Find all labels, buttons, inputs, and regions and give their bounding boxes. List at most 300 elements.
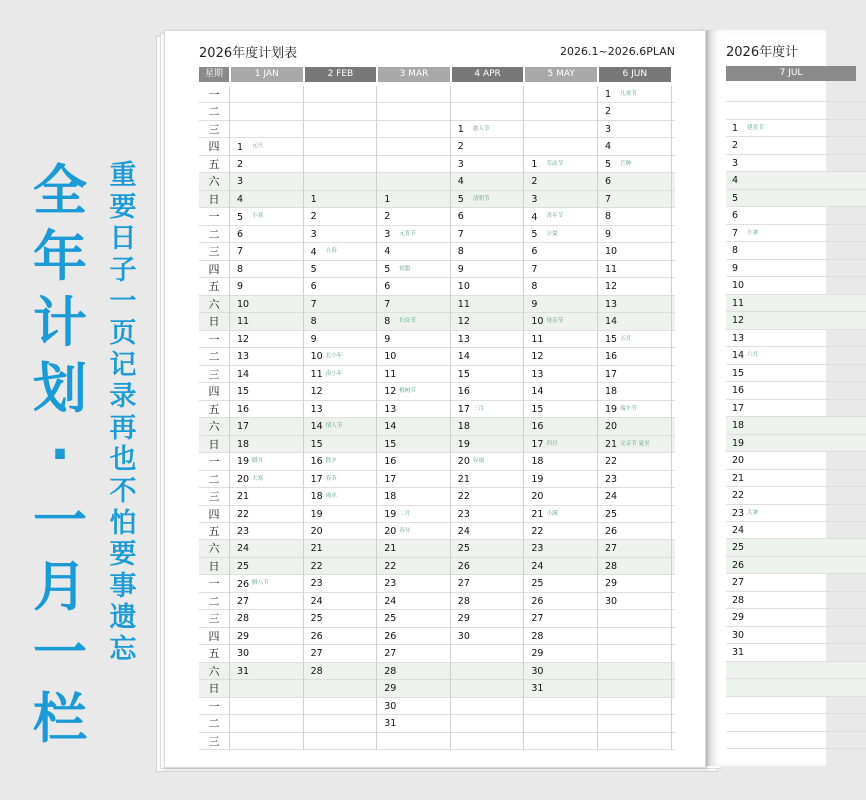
day-cell[interactable] <box>311 575 377 592</box>
day-cell[interactable] <box>605 138 671 155</box>
day-cell[interactable] <box>531 296 597 313</box>
subheadline-char: 录 <box>109 381 137 413</box>
day-cell[interactable] <box>311 506 377 523</box>
day-cell[interactable] <box>384 313 450 330</box>
day-cell[interactable] <box>458 436 524 453</box>
day-cell[interactable] <box>237 208 303 225</box>
day-number: 9 <box>310 333 317 345</box>
day-cell[interactable] <box>311 523 377 540</box>
day-cell[interactable] <box>732 400 864 417</box>
subheadline-char: 也 <box>109 444 137 476</box>
weekday-label: 四 <box>208 385 220 399</box>
day-cell[interactable] <box>237 383 303 400</box>
day-cell[interactable] <box>732 330 864 347</box>
day-cell[interactable] <box>458 191 524 208</box>
holiday-label: 立夏 <box>546 230 558 237</box>
next-page <box>706 30 826 766</box>
day-cell[interactable] <box>732 557 864 574</box>
day-cell[interactable] <box>237 471 303 488</box>
day-number: 4 <box>237 193 244 205</box>
day-cell[interactable] <box>458 471 524 488</box>
subheadline-char: 事 <box>109 570 137 602</box>
day-cell[interactable] <box>458 488 524 505</box>
day-number: 18 <box>237 438 250 450</box>
day-cell[interactable] <box>384 575 450 592</box>
day-cell[interactable] <box>732 470 864 487</box>
day-number: 21 <box>384 543 397 555</box>
day-cell[interactable] <box>531 208 597 225</box>
day-cell[interactable] <box>311 366 377 383</box>
column-divider <box>597 86 598 750</box>
day-cell[interactable] <box>311 610 377 627</box>
day-number: 14 <box>732 350 745 362</box>
day-cell[interactable] <box>458 138 524 155</box>
day-number: 18 <box>531 456 544 468</box>
day-cell[interactable] <box>531 540 597 557</box>
day-cell[interactable] <box>531 523 597 540</box>
day-cell[interactable] <box>311 488 377 505</box>
day-number: 14 <box>310 421 323 433</box>
day-cell[interactable] <box>384 488 450 505</box>
day-cell[interactable] <box>311 331 377 348</box>
day-cell[interactable] <box>311 540 377 557</box>
day-cell[interactable] <box>605 540 671 557</box>
day-cell[interactable] <box>605 471 671 488</box>
day-number: 30 <box>605 595 618 607</box>
day-cell[interactable] <box>732 190 864 207</box>
day-cell[interactable] <box>605 278 671 295</box>
day-cell[interactable] <box>458 208 524 225</box>
day-cell[interactable] <box>605 575 671 592</box>
day-cell[interactable] <box>237 366 303 383</box>
day-cell[interactable] <box>605 121 671 138</box>
day-cell[interactable] <box>531 418 597 435</box>
day-cell[interactable] <box>311 645 377 662</box>
day-cell[interactable] <box>237 156 303 173</box>
day-cell[interactable] <box>237 278 303 295</box>
day-number: 2 <box>310 211 317 223</box>
day-cell[interactable] <box>605 436 671 453</box>
day-cell[interactable] <box>458 453 524 470</box>
day-number: 18 <box>310 491 323 503</box>
day-cell[interactable] <box>384 645 450 662</box>
day-cell[interactable] <box>237 610 303 627</box>
day-number: 2 <box>384 211 391 223</box>
day-cell[interactable] <box>531 610 597 627</box>
holiday-label: 南小年 <box>325 370 343 377</box>
day-cell[interactable] <box>384 348 450 365</box>
day-cell[interactable] <box>732 172 864 189</box>
day-cell[interactable] <box>384 436 450 453</box>
weekday-label: 三 <box>208 490 220 504</box>
day-cell[interactable] <box>732 242 864 259</box>
weekday-label: 三 <box>208 612 220 626</box>
day-cell[interactable] <box>605 313 671 330</box>
day-cell[interactable] <box>311 208 377 225</box>
day-cell[interactable] <box>605 296 671 313</box>
day-cell[interactable] <box>311 278 377 295</box>
day-cell[interactable] <box>531 645 597 662</box>
day-cell[interactable] <box>311 628 377 645</box>
day-cell[interactable] <box>237 313 303 330</box>
day-cell[interactable] <box>531 593 597 610</box>
day-cell[interactable] <box>237 506 303 523</box>
day-cell[interactable] <box>605 488 671 505</box>
day-cell[interactable] <box>237 261 303 278</box>
holiday-label: 劳动节 <box>546 160 564 167</box>
day-number: 27 <box>384 648 397 660</box>
day-cell[interactable] <box>384 610 450 627</box>
day-cell[interactable] <box>384 698 450 715</box>
column-divider <box>671 86 672 750</box>
day-cell[interactable] <box>605 593 671 610</box>
day-cell[interactable] <box>311 436 377 453</box>
day-cell[interactable] <box>732 452 864 469</box>
calendar-row <box>199 86 675 103</box>
day-cell[interactable] <box>458 226 524 243</box>
weekday-label: 二 <box>208 105 220 119</box>
day-cell[interactable] <box>605 226 671 243</box>
day-cell[interactable] <box>605 418 671 435</box>
day-cell[interactable] <box>458 121 524 138</box>
day-cell[interactable] <box>384 506 450 523</box>
day-cell[interactable] <box>732 347 864 364</box>
day-cell[interactable] <box>384 418 450 435</box>
day-cell[interactable] <box>458 610 524 627</box>
day-cell[interactable] <box>458 593 524 610</box>
day-number: 3 <box>310 228 317 240</box>
day-cell[interactable] <box>384 331 450 348</box>
day-cell[interactable] <box>732 539 864 556</box>
day-cell[interactable] <box>531 558 597 575</box>
next-calendar-row <box>726 260 866 277</box>
day-cell[interactable] <box>384 558 450 575</box>
day-cell[interactable] <box>458 506 524 523</box>
day-cell[interactable] <box>384 715 450 732</box>
day-cell[interactable] <box>605 331 671 348</box>
calendar-row <box>199 488 675 505</box>
day-cell[interactable] <box>531 226 597 243</box>
day-cell[interactable] <box>732 417 864 434</box>
day-cell[interactable] <box>237 418 303 435</box>
weekday-label: 六 <box>208 542 220 556</box>
day-cell[interactable] <box>384 278 450 295</box>
weekday-label: 六 <box>208 420 220 434</box>
day-cell[interactable] <box>732 382 864 399</box>
month-header-3: 3 MAR <box>378 67 450 82</box>
day-cell[interactable] <box>237 540 303 557</box>
day-cell[interactable] <box>732 644 864 661</box>
day-cell[interactable] <box>605 156 671 173</box>
day-cell[interactable] <box>732 592 864 609</box>
day-cell[interactable] <box>384 261 450 278</box>
day-cell[interactable] <box>458 401 524 418</box>
day-cell[interactable] <box>458 383 524 400</box>
day-cell[interactable] <box>531 348 597 365</box>
day-cell[interactable] <box>605 103 671 120</box>
day-cell[interactable] <box>605 366 671 383</box>
day-cell[interactable] <box>531 173 597 190</box>
day-cell[interactable] <box>531 191 597 208</box>
day-cell[interactable] <box>237 628 303 645</box>
day-cell[interactable] <box>458 348 524 365</box>
next-calendar-row <box>726 470 866 487</box>
next-calendar-row <box>726 627 866 644</box>
day-cell[interactable] <box>458 366 524 383</box>
day-cell[interactable] <box>458 558 524 575</box>
day-cell[interactable] <box>384 471 450 488</box>
day-cell[interactable] <box>531 261 597 278</box>
weekday-label: 三 <box>208 122 220 136</box>
day-number: 27 <box>457 578 470 590</box>
day-number: 25 <box>457 543 470 555</box>
next-calendar-row <box>726 137 866 154</box>
day-cell[interactable] <box>237 575 303 592</box>
calendar-row <box>199 471 675 488</box>
day-number: 29 <box>605 578 618 590</box>
day-cell[interactable] <box>605 523 671 540</box>
day-cell[interactable] <box>531 243 597 260</box>
day-cell[interactable] <box>531 680 597 697</box>
month-header-6: 6 JUN <box>599 67 671 82</box>
day-cell[interactable] <box>458 296 524 313</box>
day-number: 12 <box>310 386 323 398</box>
day-cell[interactable] <box>237 488 303 505</box>
day-number: 29 <box>531 648 544 660</box>
day-cell[interactable] <box>605 208 671 225</box>
day-cell[interactable] <box>458 156 524 173</box>
day-cell[interactable] <box>531 453 597 470</box>
day-number: 17 <box>237 421 250 433</box>
weekday-label: 二 <box>208 594 220 608</box>
weekday-label: 日 <box>208 315 220 329</box>
day-cell[interactable] <box>311 383 377 400</box>
day-cell[interactable] <box>732 505 864 522</box>
calendar-row <box>199 698 675 715</box>
day-cell[interactable] <box>458 575 524 592</box>
next-calendar-row <box>726 417 866 434</box>
day-cell[interactable] <box>384 366 450 383</box>
day-cell[interactable] <box>605 348 671 365</box>
day-cell[interactable] <box>605 191 671 208</box>
day-cell[interactable] <box>237 436 303 453</box>
day-cell[interactable] <box>311 313 377 330</box>
day-number: 2 <box>457 141 464 153</box>
day-cell[interactable] <box>531 331 597 348</box>
day-cell[interactable] <box>311 453 377 470</box>
day-cell[interactable] <box>531 488 597 505</box>
day-cell[interactable] <box>311 593 377 610</box>
day-cell[interactable] <box>458 540 524 557</box>
day-cell[interactable] <box>384 208 450 225</box>
holiday-label: 四月 <box>546 440 558 447</box>
day-cell[interactable] <box>458 418 524 435</box>
next-calendar-row <box>726 382 866 399</box>
day-cell[interactable] <box>237 645 303 662</box>
day-number: 19 <box>605 403 618 415</box>
calendar-row <box>199 103 675 120</box>
day-number: 7 <box>605 193 612 205</box>
day-cell[interactable] <box>732 120 864 137</box>
next-calendar-row <box>726 400 866 417</box>
day-cell[interactable] <box>237 296 303 313</box>
day-cell[interactable] <box>311 663 377 680</box>
day-cell[interactable] <box>237 663 303 680</box>
day-cell[interactable] <box>311 418 377 435</box>
day-cell[interactable] <box>531 663 597 680</box>
day-cell[interactable] <box>605 173 671 190</box>
day-cell[interactable] <box>237 331 303 348</box>
day-cell[interactable] <box>732 277 864 294</box>
day-number: 24 <box>310 595 323 607</box>
planner-page <box>164 30 706 768</box>
weekday-label: 五 <box>208 402 220 416</box>
day-cell[interactable] <box>384 593 450 610</box>
day-cell[interactable] <box>237 558 303 575</box>
day-cell[interactable] <box>237 348 303 365</box>
day-cell[interactable] <box>531 313 597 330</box>
day-cell[interactable] <box>237 523 303 540</box>
day-cell[interactable] <box>605 243 671 260</box>
headline-char: 一 <box>33 489 87 552</box>
day-number: 30 <box>531 665 544 677</box>
day-number: 15 <box>457 368 470 380</box>
day-cell[interactable] <box>531 366 597 383</box>
next-calendar-row <box>726 347 866 364</box>
day-cell[interactable] <box>605 401 671 418</box>
day-cell[interactable] <box>311 401 377 418</box>
day-cell[interactable] <box>732 312 864 329</box>
day-cell[interactable] <box>732 155 864 172</box>
day-cell[interactable] <box>311 191 377 208</box>
day-cell[interactable] <box>384 296 450 313</box>
day-cell[interactable] <box>384 401 450 418</box>
day-cell[interactable] <box>732 522 864 539</box>
day-cell[interactable] <box>732 207 864 224</box>
day-number: 9 <box>605 228 612 240</box>
day-cell[interactable] <box>732 627 864 644</box>
day-cell[interactable] <box>605 506 671 523</box>
day-cell[interactable] <box>384 243 450 260</box>
day-cell[interactable] <box>605 383 671 400</box>
day-cell[interactable] <box>732 609 864 626</box>
day-cell[interactable] <box>311 226 377 243</box>
weekday-label: 五 <box>208 157 220 171</box>
day-cell[interactable] <box>531 471 597 488</box>
day-cell[interactable] <box>237 453 303 470</box>
day-number: 18 <box>384 491 397 503</box>
day-cell[interactable] <box>458 243 524 260</box>
next-calendar-row <box>726 732 866 749</box>
day-number: 7 <box>237 246 244 258</box>
day-cell[interactable] <box>732 137 864 154</box>
day-cell[interactable] <box>458 331 524 348</box>
day-number: 26 <box>237 578 250 590</box>
day-cell[interactable] <box>237 593 303 610</box>
day-cell[interactable] <box>384 226 450 243</box>
day-cell[interactable] <box>531 401 597 418</box>
day-cell[interactable] <box>237 191 303 208</box>
day-cell[interactable] <box>732 574 864 591</box>
day-cell[interactable] <box>531 575 597 592</box>
day-cell[interactable] <box>531 628 597 645</box>
day-cell[interactable] <box>458 278 524 295</box>
day-cell[interactable] <box>605 261 671 278</box>
day-cell[interactable] <box>458 313 524 330</box>
day-cell[interactable] <box>311 296 377 313</box>
day-cell[interactable] <box>458 523 524 540</box>
day-cell[interactable] <box>531 436 597 453</box>
day-cell[interactable] <box>605 558 671 575</box>
day-cell[interactable] <box>384 383 450 400</box>
holiday-label: 腊八节 <box>252 580 269 587</box>
day-cell[interactable] <box>237 138 303 155</box>
day-number: 29 <box>384 683 397 695</box>
day-cell[interactable] <box>732 225 864 242</box>
day-cell[interactable] <box>384 191 450 208</box>
day-number: 10 <box>531 316 544 328</box>
day-cell[interactable] <box>732 365 864 382</box>
day-number: 5 <box>384 264 391 276</box>
holiday-label: 元旦 <box>252 143 264 150</box>
calendar-row <box>199 418 675 435</box>
day-number: 19 <box>237 456 250 468</box>
day-cell[interactable] <box>605 86 671 103</box>
calendar-row <box>199 523 675 540</box>
day-cell[interactable] <box>237 226 303 243</box>
day-number: 27 <box>605 543 618 555</box>
day-number: 23 <box>457 508 470 520</box>
day-cell[interactable] <box>732 260 864 277</box>
day-cell[interactable] <box>732 487 864 504</box>
day-cell[interactable] <box>311 243 377 260</box>
plan-range: 2026.1~2026.6PLAN <box>560 45 675 58</box>
day-cell[interactable] <box>237 173 303 190</box>
day-cell[interactable] <box>311 261 377 278</box>
day-cell[interactable] <box>605 453 671 470</box>
day-number: 5 <box>732 192 739 204</box>
day-number: 28 <box>732 594 745 606</box>
day-cell[interactable] <box>458 261 524 278</box>
day-cell[interactable] <box>311 348 377 365</box>
day-number: 14 <box>237 368 250 380</box>
day-cell[interactable] <box>531 506 597 523</box>
calendar-row <box>199 366 675 383</box>
day-number: 24 <box>531 560 544 572</box>
day-cell[interactable] <box>311 558 377 575</box>
day-cell[interactable] <box>531 156 597 173</box>
day-cell[interactable] <box>732 435 864 452</box>
day-cell[interactable] <box>384 663 450 680</box>
day-number: 2 <box>531 176 538 188</box>
day-cell[interactable] <box>458 628 524 645</box>
day-cell[interactable] <box>458 173 524 190</box>
day-cell[interactable] <box>311 471 377 488</box>
day-cell[interactable] <box>384 680 450 697</box>
day-cell[interactable] <box>237 401 303 418</box>
day-cell[interactable] <box>531 278 597 295</box>
day-cell[interactable] <box>384 628 450 645</box>
day-cell[interactable] <box>384 523 450 540</box>
day-number: 18 <box>605 386 618 398</box>
day-cell[interactable] <box>732 295 864 312</box>
day-cell[interactable] <box>384 540 450 557</box>
day-cell[interactable] <box>384 453 450 470</box>
day-number: 5 <box>457 194 464 206</box>
day-cell[interactable] <box>531 383 597 400</box>
day-number: 10 <box>237 298 250 310</box>
day-cell[interactable] <box>237 243 303 260</box>
